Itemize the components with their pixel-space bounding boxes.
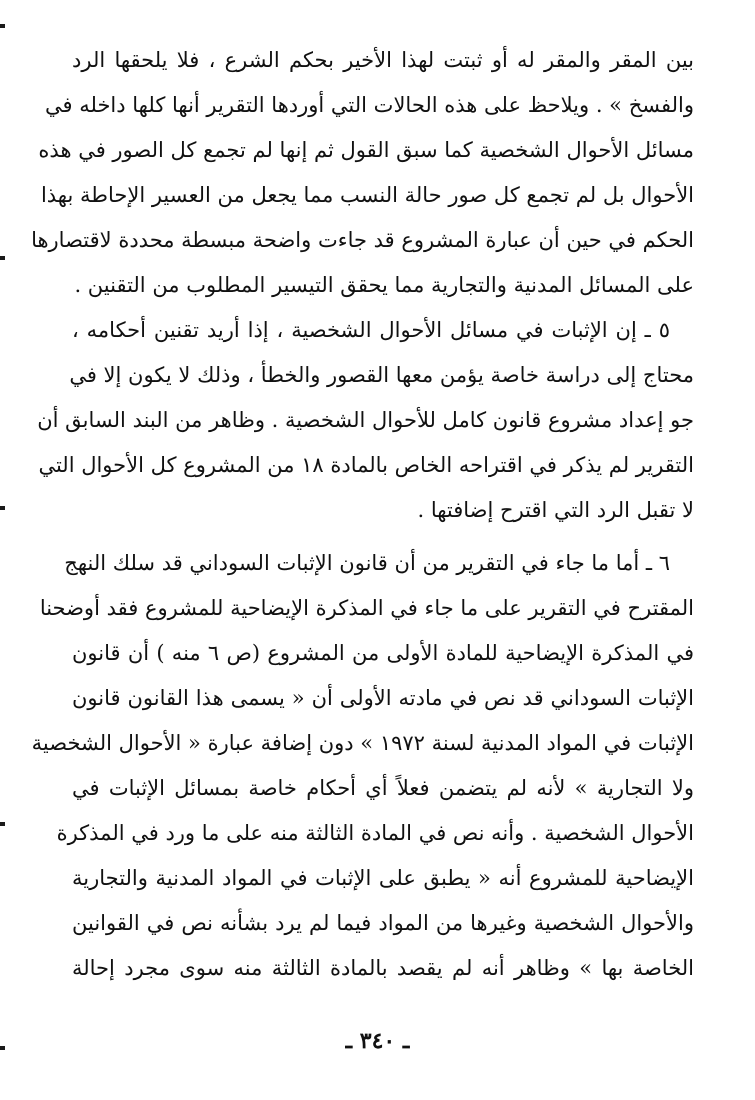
text-line: جو إعداد مشروع قانون كامل للأحوال الشخصية . وظاهر من البند السابق أن: [37, 408, 694, 432]
text-line: ولا التجارية » لأنه لم يتضمن فعلاً أي أحكام خاصة بمسائل الإثبات في: [72, 776, 694, 800]
text-line: الحكم في حين أن عبارة المشروع قد جاءت واضحة مبسطة محددة لاقتصارها: [31, 228, 694, 252]
scan-mark: [0, 24, 5, 28]
text-line: في المذكرة الإيضاحية للمادة الأولى من المشروع (ص ٦ منه ) أن قانون: [72, 641, 694, 665]
text-line: ٦ ـ أما ما جاء في التقرير من أن قانون الإثبات السوداني قد سلك النهج: [64, 551, 670, 575]
text-line: الأحوال بل لم تجمع كل صور حالة النسب مما يجعل من العسير الإحاطة بهذا: [40, 183, 694, 207]
text-line: والأحوال الشخصية وغيرها من المواد فيما لم يرد بشأنه نص في القوانين: [72, 911, 694, 935]
text-line: التقرير لم يذكر في اقتراحه الخاص بالمادة ١٨ من المشروع كل الأحوال التي: [38, 453, 694, 477]
text-line: المقترح في التقرير على ما جاء في المذكرة الإيضاحية للمشروع فقد أوضحنا: [39, 596, 694, 620]
text-line: والفسخ » . ويلاحظ على هذه الحالات التي أوردها التقرير أنها كلها داخله في: [45, 93, 694, 117]
scan-mark: [0, 506, 5, 510]
text-line: الإيضاحية للمشروع أنه « يطبق على الإثبات في المواد المدنية والتجارية: [72, 866, 694, 890]
text-line: بين المقر والمقر له أو ثبتت لهذا الأخير بحكم الشرع ، فلا يلحقها الرد: [72, 48, 694, 72]
text-line: على المسائل المدنية والتجارية مما يحقق التيسير المطلوب من التقنين .: [74, 273, 694, 297]
page-number: ـ ٣٤٠ ـ: [345, 1028, 410, 1054]
text-line: مسائل الأحوال الشخصية كما سبق القول ثم إنها لم تجمع كل الصور في هذه: [38, 138, 694, 162]
text-line: لا تقبل الرد التي اقترح إضافتها .: [417, 498, 694, 522]
text-line: محتاج إلى دراسة خاصة يؤمن معها القصور والخطأ ، وذلك لا يكون إلا في: [69, 363, 694, 387]
text-line: الإثبات في المواد المدنية لسنة ١٩٧٢ » دون إضافة عبارة « الأحوال الشخصية: [31, 731, 694, 755]
scan-mark: [0, 822, 5, 826]
text-line: ٥ ـ إن الإثبات في مسائل الأحوال الشخصية ، إذا أريد تقنين أحكامه ،: [72, 318, 670, 342]
text-line: الأحوال الشخصية . وأنه نص في المادة الثالثة منه على ما ورد في المذكرة: [56, 821, 694, 845]
scan-mark: [0, 256, 5, 260]
text-line: الإثبات السوداني قد نص في مادته الأولى أن « يسمى هذا القانون قانون: [72, 686, 694, 710]
text-line: الخاصة بها » وظاهر أنه لم يقصد بالمادة الثالثة منه سوى مجرد إحالة: [72, 956, 694, 980]
